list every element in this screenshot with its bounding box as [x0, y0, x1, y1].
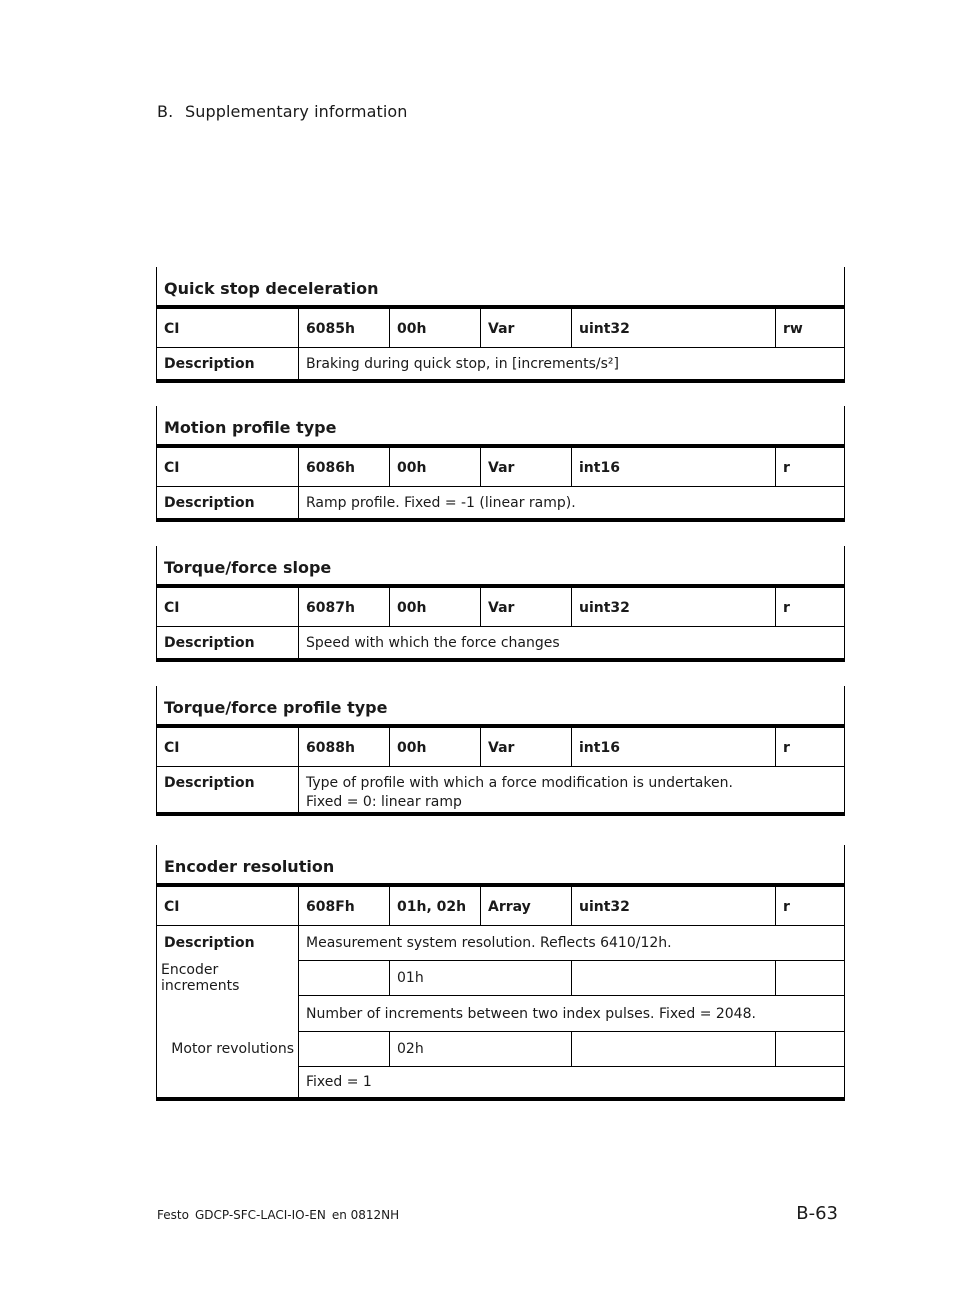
sub1-empty: [299, 961, 390, 996]
sub1-text: Number of increments between two index pulses. Fixed = 2048.: [299, 996, 845, 1032]
sub2-text: Fixed = 1: [299, 1067, 845, 1100]
table-title: Quick stop deceleration: [157, 267, 845, 307]
description-label: Description: [157, 487, 299, 521]
subindex-text-row-1: [157, 996, 845, 1032]
ci-type: uint32: [572, 307, 776, 348]
ci-class: Var: [481, 446, 572, 487]
sub1-index: 01h: [390, 961, 572, 996]
subindex-row-1: [157, 961, 845, 996]
ci-index: 6088h: [299, 726, 390, 767]
object-table-motion-profile: [156, 406, 844, 522]
section-number: B.: [157, 102, 174, 121]
ci-index: 6085h: [299, 307, 390, 348]
footer-document-info: [157, 1208, 405, 1222]
sub1-label: Encoder increments: [157, 961, 299, 996]
table-title: Torque/force slope: [157, 546, 845, 586]
description-row: [157, 348, 845, 382]
object-table-encoder-resolution: [156, 845, 844, 1101]
ci-row: [157, 726, 845, 767]
description-line: Fixed = 0: linear ramp: [306, 794, 462, 810]
ci-index: 608Fh: [299, 885, 390, 926]
object-table-quick-stop: [156, 267, 844, 383]
sub1-type-empty: [572, 961, 776, 996]
ci-label: CI: [157, 885, 299, 926]
ci-row: [157, 586, 845, 627]
sub2-label: Motor revolutions: [157, 1032, 299, 1067]
ci-type: int16: [572, 446, 776, 487]
footer-language: en 0812NH: [331, 1208, 400, 1222]
ci-class: Var: [481, 726, 572, 767]
table-title: Motion profile type: [157, 406, 845, 446]
ci-class: Array: [481, 885, 572, 926]
description-row: [157, 767, 845, 815]
sub2-type-empty: [572, 1032, 776, 1067]
ci-label: CI: [157, 446, 299, 487]
ci-subindex: 00h: [390, 446, 481, 487]
ci-label: CI: [157, 586, 299, 627]
ci-index: 6087h: [299, 586, 390, 627]
description-line: Braking during quick stop, in [increments/s²]: [306, 356, 619, 372]
description-line: Type of profile with which a force modification is undertaken.: [306, 775, 733, 791]
ci-access: r: [776, 446, 845, 487]
ci-access: r: [776, 726, 845, 767]
ci-type: int16: [572, 726, 776, 767]
label-spacer: [157, 1067, 299, 1100]
ci-access: r: [776, 885, 845, 926]
table-title: Encoder resolution: [157, 845, 845, 885]
ci-label: CI: [157, 307, 299, 348]
ci-access: r: [776, 586, 845, 627]
subindex-text-row-2: [157, 1067, 845, 1100]
ci-access: rw: [776, 307, 845, 348]
sub2-empty: [299, 1032, 390, 1067]
page-number: B-63: [796, 1203, 838, 1224]
section-title: Supplementary information: [185, 102, 408, 121]
ci-type: uint32: [572, 586, 776, 627]
sub1-access-empty: [776, 961, 845, 996]
ci-row: [157, 307, 845, 348]
ci-class: Var: [481, 307, 572, 348]
object-table-torque-slope: [156, 546, 844, 662]
description-line: Speed with which the force changes: [306, 635, 560, 651]
ci-subindex: 00h: [390, 586, 481, 627]
ci-label: CI: [157, 726, 299, 767]
ci-subindex: 01h, 02h: [390, 885, 481, 926]
ci-type: uint32: [572, 885, 776, 926]
description-label: Description: [157, 627, 299, 661]
description-text: [299, 348, 845, 382]
description-label: Description: [157, 926, 299, 961]
ci-index: 6086h: [299, 446, 390, 487]
label-spacer: [157, 996, 299, 1032]
description-line: Ramp profile. Fixed = -1 (linear ramp).: [306, 495, 576, 511]
section-header: [157, 102, 408, 121]
ci-row: [157, 885, 845, 926]
object-table-torque-profile: [156, 686, 844, 816]
footer-company: Festo: [157, 1208, 189, 1222]
description-row: [157, 487, 845, 521]
description-label: Description: [157, 767, 299, 815]
description-row: [157, 926, 845, 961]
description-text: [299, 487, 845, 521]
subindex-row-2: [157, 1032, 845, 1067]
ci-row: [157, 446, 845, 487]
sub2-access-empty: [776, 1032, 845, 1067]
description-label: Description: [157, 348, 299, 382]
table-title: Torque/force profile type: [157, 686, 845, 726]
footer-doc-id: GDCP-SFC-LACI-IO-EN: [194, 1208, 326, 1222]
description-row: [157, 627, 845, 661]
ci-subindex: 00h: [390, 307, 481, 348]
ci-subindex: 00h: [390, 726, 481, 767]
description-text: Measurement system resolution. Reflects 6410/12h.: [299, 926, 845, 961]
sub2-index: 02h: [390, 1032, 572, 1067]
ci-class: Var: [481, 586, 572, 627]
description-text: [299, 627, 845, 661]
description-text: [299, 767, 845, 815]
